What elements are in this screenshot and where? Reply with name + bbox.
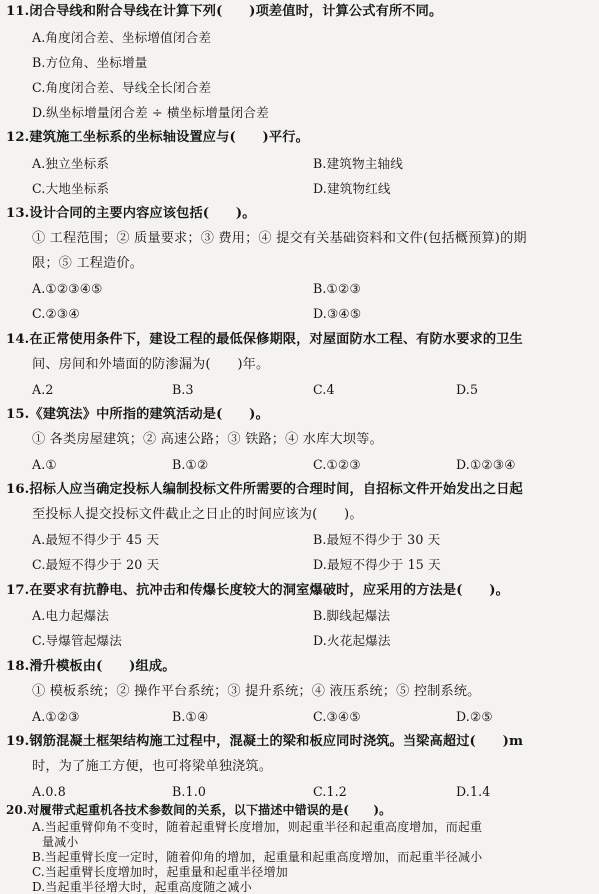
question-13-option-c: C.②③④ [32, 306, 80, 321]
question-12-option-d: D.建筑物红线 [313, 181, 391, 196]
question-14-option-c: C.4 [313, 382, 335, 397]
question-16-option-b: B.最短不得少于 30 天 [313, 532, 441, 547]
question-18-option-d: D.②⑤ [456, 709, 493, 724]
question-12-option-a: A.独立坐标系 [32, 156, 110, 171]
question-11-option-c: C.角度闭合差、导线全长闭合差 [32, 80, 212, 95]
question-17-stem: 17.在要求有抗静电、抗冲击和传爆长度较大的洞室爆破时，应采用的方法是( )。 [6, 583, 509, 598]
question-14-option-d: D.5 [456, 382, 479, 397]
question-19-option-c: C.1.2 [313, 784, 347, 799]
question-16-option-d: D.最短不得少于 15 天 [313, 557, 441, 572]
question-13-stem-line-2: ① 工程范围；② 质量要求；③ 费用；④ 提交有关基础资料和文件(包括概预算)的期 [32, 231, 527, 246]
question-14-option-a: A.2 [32, 382, 54, 397]
question-17-option-b: B.脚线起爆法 [313, 608, 391, 623]
question-18-stem: 18.滑升模板由( )组成。 [6, 659, 176, 674]
question-17-option-d: D.火花起爆法 [313, 633, 391, 648]
question-13-option-a: A.①②③④⑤ [32, 281, 103, 296]
question-13-stem: 13.设计合同的主要内容应该包括( )。 [6, 206, 256, 221]
question-20-option-a-cont: 量减小 [42, 835, 79, 849]
question-18-stem-line-2: ① 模板系统；② 操作平台系统；③ 提升系统；④ 液压系统；⑤ 控制系统。 [32, 684, 481, 699]
question-17-option-a: A.电力起爆法 [32, 608, 110, 623]
question-19-option-a: A.0.8 [32, 784, 66, 799]
question-15-option-d: D.①②③④ [456, 457, 516, 472]
question-15-option-c: C.①②③ [313, 457, 361, 472]
question-16-option-c: C.最短不得少于 20 天 [32, 557, 160, 572]
question-15-option-a: A.① [32, 457, 57, 472]
question-12-stem: 12.建筑施工坐标系的坐标轴设置应与( )平行。 [6, 130, 309, 145]
question-18-option-b: B.①④ [172, 709, 209, 724]
question-15-stem-line-2: ① 各类房屋建筑；② 高速公路；③ 铁路；④ 水库大坝等。 [32, 432, 383, 447]
question-11-option-b: B.方位角、坐标增量 [32, 55, 148, 70]
question-20-stem: 20.对履带式起重机各技术参数间的关系，以下描述中错误的是( )。 [6, 803, 392, 817]
question-13-option-d: D.③④⑤ [313, 306, 362, 321]
question-15-option-b: B.①② [172, 457, 209, 472]
question-20-option-d: D.当起重半径增大时，起重高度随之减小 [32, 880, 252, 894]
question-11-stem: 11.闭合导线和附合导线在计算下列( )项差值时，计算公式有所不同。 [6, 4, 443, 19]
question-12-option-b: B.建筑物主轴线 [313, 156, 404, 171]
question-18-option-a: A.①②③ [32, 709, 80, 724]
question-18-option-c: C.③④⑤ [313, 709, 361, 724]
question-19-stem-line-2: 时，为了施工方便，也可将梁单独浇筑。 [32, 759, 273, 774]
question-11-option-d: D.纵坐标增量闭合差 ÷ 横坐标增量闭合差 [32, 105, 269, 120]
question-17-option-c: C.导爆管起爆法 [32, 633, 122, 648]
question-16-stem: 16.招标人应当确定投标人编制投标文件所需要的合理时间，自招标文件开始发出之日起 [6, 482, 523, 497]
question-20-option-b: B.当起重臂长度一定时，随着仰角的增加，起重量和起重高度增加，而起重半径减小 [32, 850, 483, 864]
question-14-stem: 14.在正常使用条件下，建设工程的最低保修期限，对屋面防水工程、有防水要求的卫生 [6, 332, 523, 347]
question-12-option-c: C.大地坐标系 [32, 181, 110, 196]
question-19-option-b: B.1.0 [172, 784, 207, 799]
question-16-stem-line-2: 至投标人提交投标文件截止之日止的时间应该为( )。 [32, 507, 363, 522]
question-16-option-a: A.最短不得少于 45 天 [32, 532, 160, 547]
question-13-stem-line-3: 限；⑤ 工程造价。 [32, 256, 144, 271]
question-14-option-b: B.3 [172, 382, 194, 397]
question-14-stem-line-2: 间、房间和外墙面的防渗漏为( )年。 [32, 357, 270, 372]
question-20-option-a: A.当起重臂仰角不变时，随着起重臂长度增加，则起重半径和起重高度增加，而起重 [32, 820, 483, 834]
question-15-stem: 15.《建筑法》中所指的建筑活动是( )。 [6, 407, 269, 422]
question-19-option-d: D.1.4 [456, 784, 491, 799]
question-19-stem: 19.钢筋混凝土框架结构施工过程中，混凝土的梁和板应同时浇筑。当梁高超过( )m [6, 734, 524, 749]
question-13-option-b: B.①②③ [313, 281, 361, 296]
question-20-option-c: C.当起重臂长度增加时，起重量和起重半径增加 [32, 865, 288, 879]
question-11-option-a: A.角度闭合差、坐标增值闭合差 [32, 30, 212, 45]
